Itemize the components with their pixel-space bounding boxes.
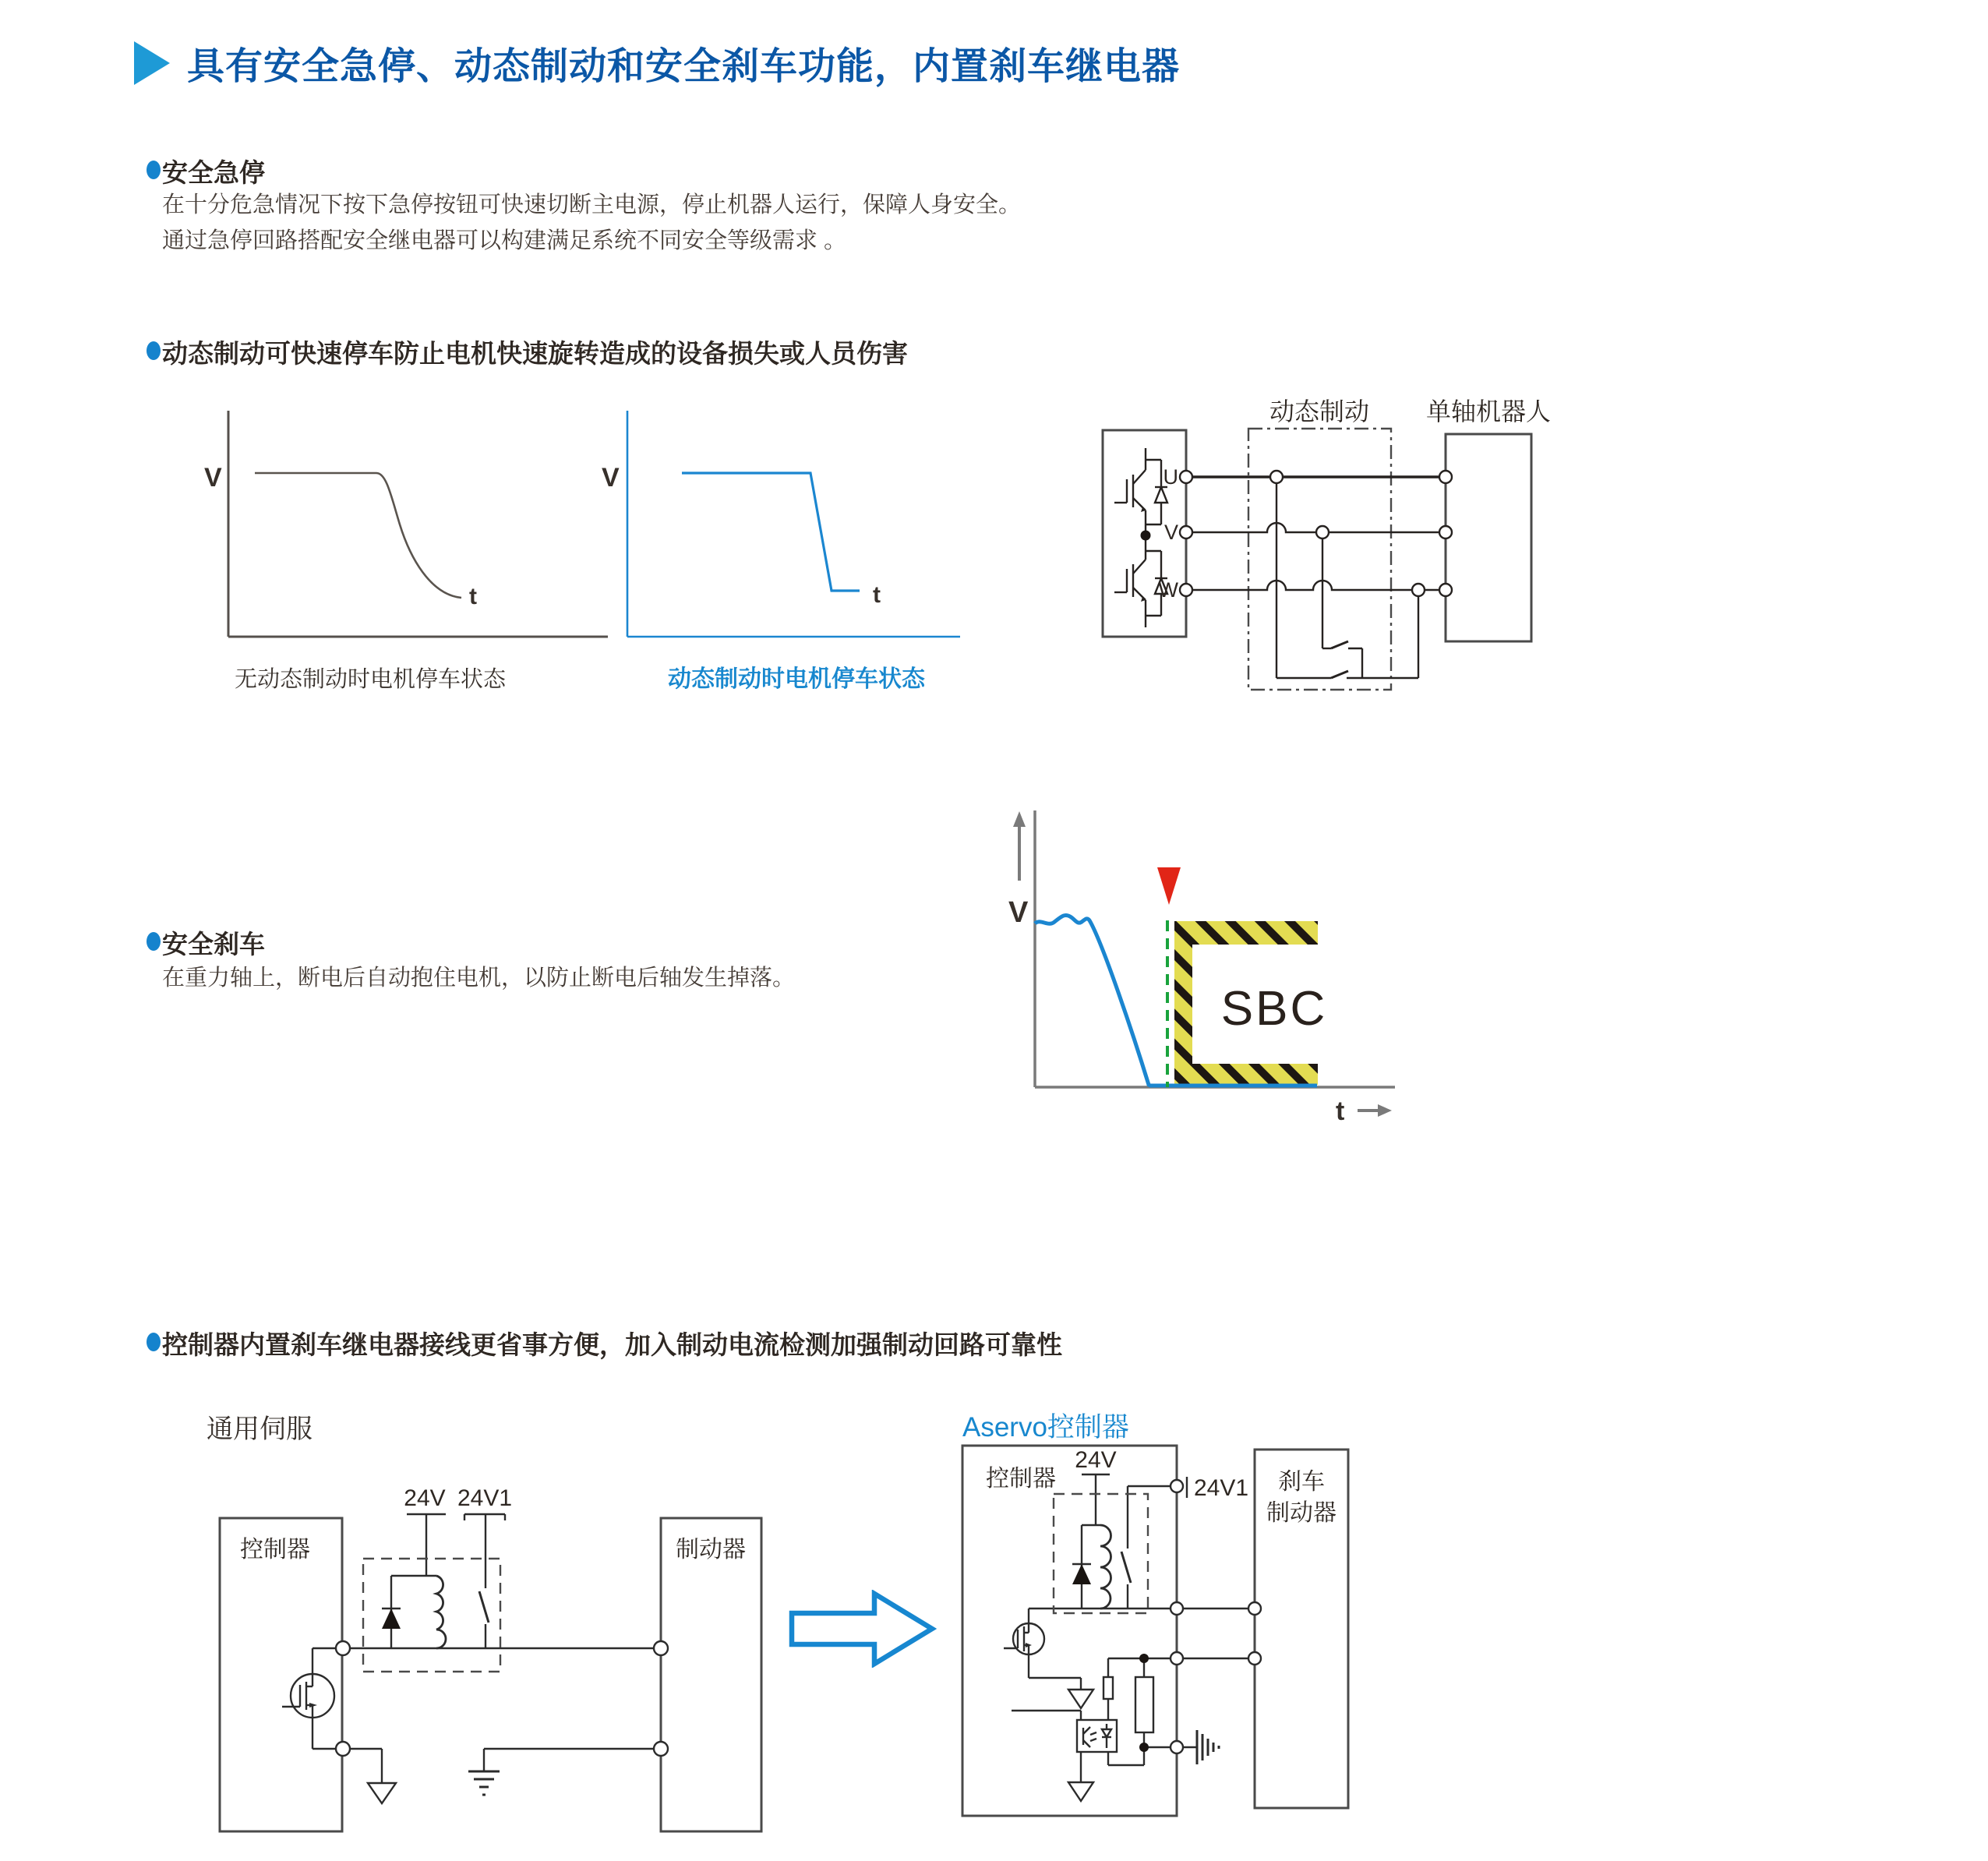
phase-u-label: U: [1163, 465, 1178, 489]
y-axis-label: V: [602, 463, 620, 493]
bullet-icon: [147, 932, 161, 951]
junction-dot: [1139, 1654, 1149, 1663]
phase-v-label: V: [1163, 521, 1178, 544]
flyback-diode-icon: [382, 1609, 401, 1629]
section-dynamic-brake-heading: 动态制动可快速停车防止电机快速旋转造成的设备损失或人员伤害: [162, 339, 908, 368]
trigger-marker-icon: [1157, 867, 1181, 905]
coast-stop-graph: [195, 401, 616, 697]
junction-dot: [1139, 1743, 1149, 1752]
emergency-stop-line1: 在十分危急情况下按下急停按钮可快速切断主电源，停止机器人运行，保障人身安全。: [162, 192, 1022, 217]
circuit-wiring: [1004, 1474, 1248, 1801]
controller-label: 控制器: [986, 1466, 1056, 1492]
brake-label-line2: 制动器: [1266, 1500, 1337, 1526]
terminal-circles: [1171, 1480, 1261, 1753]
y-axis-label: V: [204, 463, 222, 493]
dynamic-brake-box-label: 动态制动: [1269, 397, 1370, 426]
aservo-title: Aservo控制器: [962, 1412, 1129, 1443]
supply-24v1-label: 24V1: [457, 1485, 513, 1511]
coast-curve: [255, 473, 461, 598]
phase-w-label: W: [1158, 578, 1178, 602]
graph-caption: 无动态制动时电机停车状态: [234, 667, 507, 692]
x-axis-label: t: [873, 582, 881, 608]
x-axis-label: t: [469, 584, 477, 609]
midpoint-node-dot: [1141, 531, 1151, 541]
supply-24v-label: 24V: [404, 1485, 446, 1511]
brake-label: 制动器: [676, 1537, 746, 1563]
generic-servo-title: 通用伺服: [207, 1414, 313, 1444]
t-arrow-head-icon: [1378, 1104, 1392, 1117]
brake-label-line1: 刹车: [1278, 1469, 1325, 1495]
transition-arrow-icon: [789, 1590, 937, 1668]
bullet-icon: [147, 341, 161, 360]
bullet-icon: [147, 1333, 161, 1351]
header-arrow-icon: [134, 41, 170, 85]
supply-24v-label: 24V: [1075, 1447, 1117, 1473]
v-arrow-head-icon: [1013, 811, 1026, 827]
relay-dashed-box: [1054, 1494, 1148, 1613]
section-emergency-stop-heading: 安全急停: [162, 158, 265, 187]
terminal-circles: [1180, 471, 1452, 596]
aservo-circuit-diagram: [959, 1399, 1582, 1861]
circuit-wiring: [282, 1514, 654, 1803]
robot-box: [1446, 434, 1531, 641]
brake-box: [661, 1518, 761, 1831]
emergency-stop-line2: 通过急停回路搭配安全继电器可以构建满足系统不同安全等级需求 。: [162, 228, 847, 253]
sbc-band-label: SBC: [1220, 982, 1328, 1036]
robot-box-label: 单轴机器人: [1425, 397, 1551, 426]
x-axis-label: t: [1336, 1096, 1345, 1126]
dynamic-brake-circuit-diagram: [1083, 386, 1551, 713]
flyback-diode-icon: [1072, 1564, 1091, 1584]
dynamic-brake-box: [1248, 429, 1391, 690]
brake-curve: [682, 473, 860, 591]
section-brake-relay-heading: 控制器内置刹车继电器接线更省事方便，加入制动电流检测加强制动回路可靠性: [162, 1330, 1062, 1359]
controller-box: [220, 1518, 342, 1831]
y-axis-label: V: [1008, 896, 1029, 929]
generic-servo-circuit-diagram: [195, 1395, 803, 1861]
phase-wires: [1192, 477, 1439, 678]
page-header: [134, 36, 1180, 90]
section-emergency-stop-body: [162, 187, 1021, 259]
section-safe-brake-body: 在重力轴上，断电后自动抱住电机，以防止断电后轴发生掉落。: [162, 966, 796, 991]
dynamic-brake-graph: [600, 401, 1005, 697]
terminal-circles: [336, 1641, 668, 1756]
supply-24v1-label: 24V1: [1194, 1475, 1249, 1501]
sbc-chart: [1005, 791, 1442, 1149]
page-title: 具有安全急停、动态制动和安全刹车功能，内置刹车继电器: [187, 46, 1181, 87]
section-safe-brake-heading: 安全刹车: [162, 930, 265, 959]
controller-label: 控制器: [240, 1537, 310, 1563]
graph-caption: 动态制动时电机停车状态: [668, 666, 925, 692]
bullet-icon: [147, 161, 161, 179]
